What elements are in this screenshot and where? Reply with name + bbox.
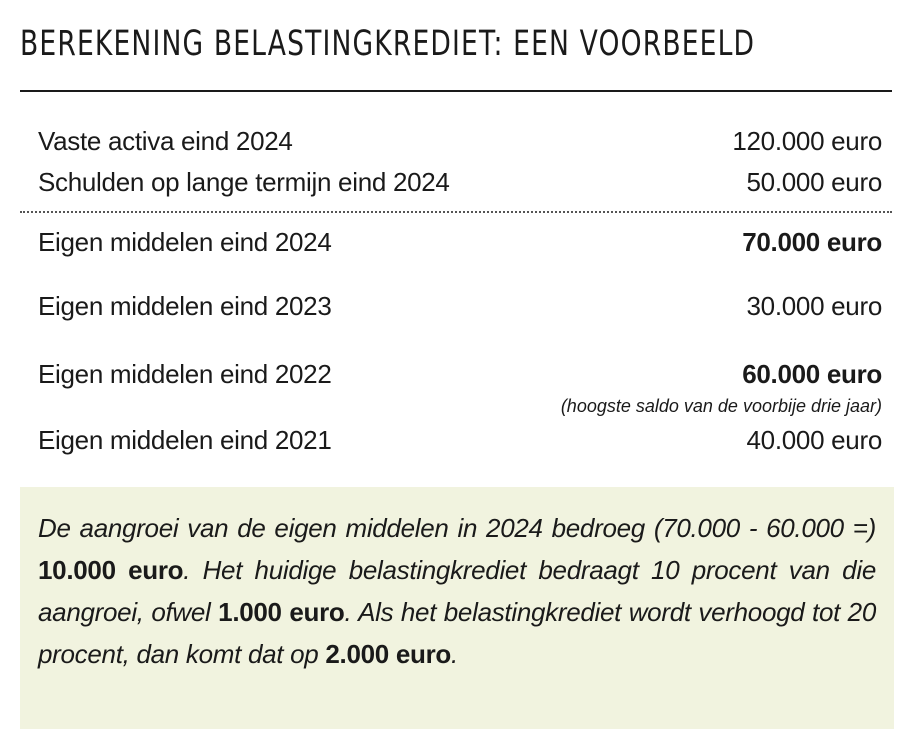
row-value: 120.000 euro [732,126,882,156]
row-label: Eigen middelen eind 2021 [38,425,332,455]
dotted-divider [20,211,892,213]
summary-text-part: De aangroei van de eigen middelen in 2024 bedroeg (70.000 - 60.000 =) [38,513,876,543]
summary-amount-current-credit: 1.000 euro [218,597,345,627]
row-schulden [38,165,882,199]
title-divider [20,90,892,92]
summary-text-part: . [451,639,458,669]
row-value: 30.000 euro [746,291,882,321]
row-value: 70.000 euro [742,227,882,257]
summary-text [38,507,876,675]
row-value: 50.000 euro [746,167,882,197]
row-eigen-middelen-2022 [38,357,882,391]
summary-text-part: . Het huidige belastingkrediet bedraagt 10 procent van die aangroei, ofwel [38,555,876,627]
row-label: Eigen middelen eind 2022 [38,359,332,389]
row-label: Eigen middelen eind 2024 [38,227,332,257]
row-note: (hoogste saldo van de voorbije drie jaar) [560,396,882,416]
page-title: BEREKENING BELASTINGKREDIET: EEN VOORBEELD [20,24,756,64]
row-value: 40.000 euro [746,425,882,455]
summary-amount-growth: 10.000 euro [38,555,184,585]
summary-box [20,487,894,729]
row-value: 60.000 euro [742,359,882,389]
row-eigen-middelen-2021 [38,423,882,457]
row-eigen-middelen-2023 [38,289,882,323]
row-label: Vaste activa eind 2024 [38,126,293,156]
row-vaste-activa [38,124,882,158]
row-eigen-middelen-2024 [38,225,882,259]
summary-text-part: . Als het belastingkrediet wordt verhoogd tot 20 procent, dan komt dat op [38,597,876,669]
summary-amount-new-credit: 2.000 euro [325,639,451,669]
row-label: Eigen middelen eind 2023 [38,291,332,321]
row-label: Schulden op lange termijn eind 2024 [38,167,450,197]
